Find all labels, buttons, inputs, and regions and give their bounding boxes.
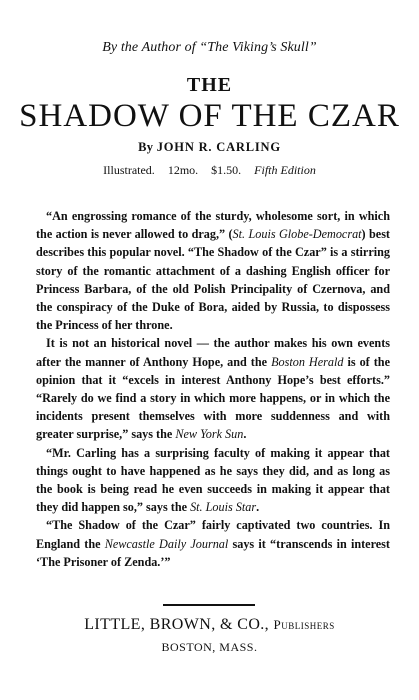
- review-text: [36, 207, 390, 571]
- publisher-label: Publishers: [273, 617, 335, 632]
- title-prefix: THE: [186, 74, 233, 96]
- paragraph-1: [36, 207, 390, 334]
- text: .: [256, 500, 260, 515]
- source-name: Newcastle Daily Journal: [104, 536, 229, 551]
- text: is of the opinion that it “excels in interest Anthony Hope’s best efforts.” “Rarely do we find a story in which more happens, or in which the incidents present themselves with more suddenness and with greater surprise,” says the: [36, 354, 390, 442]
- price-label: $1.50.: [211, 163, 242, 177]
- text: says it “transcends in interest ‘The Prisoner of Zenda.’”: [36, 536, 390, 569]
- publisher-name: LITTLE, BROWN, & CO.,: [84, 616, 270, 633]
- byline: By the Author of “The Viking’s Skull”: [102, 40, 317, 55]
- illustrated-label: Illustrated.: [103, 163, 155, 177]
- format-label: 12mo.: [167, 163, 199, 177]
- source-name: Boston Herald: [271, 354, 344, 369]
- source-name: St. Louis Globe-Democrat: [232, 227, 362, 242]
- divider-rule: [163, 604, 255, 606]
- book-details: [0, 163, 419, 178]
- publisher-line: [0, 616, 419, 634]
- paragraph-4: [36, 516, 390, 571]
- author-prefix: By: [138, 140, 154, 154]
- text: ) best describes this popular novel. “The Shadow of the Czar” is a stirring story of the romantic attachment of a dashing English officer for Princess Barbara, of the old Polish Principality of Czernova, and the conspiracy of the Duke of Bora, aided by Russia, to dispossess the Princess of her throne.: [36, 227, 390, 333]
- edition-label: Fifth Edition: [254, 163, 316, 177]
- paragraph-3: [36, 444, 390, 517]
- text: “The Shadow of the Czar” fairly captivated two countries. In England the: [36, 518, 390, 551]
- text: .: [243, 427, 247, 442]
- publisher-city: BOSTON, MASS.: [161, 640, 258, 654]
- text: It is not an historical novel — the author makes his own events after the manner of Anthony Hope, and the: [36, 336, 390, 369]
- author-name: JOHN R. CARLING: [156, 140, 281, 154]
- text: “An engrossing romance of the sturdy, wholesome sort, in which the action is never allowed to drag,” (: [36, 209, 390, 242]
- source-name: New York Sun: [175, 427, 244, 442]
- paragraph-2: [36, 334, 390, 443]
- text: “Mr. Carling has a surprising faculty of making it appear that things ought to have happened as he says they did, and as long as the book is being read he even succeeds in making it appear that they did happen so,” says the: [36, 445, 390, 515]
- source-name: St. Louis Star: [190, 500, 257, 515]
- book-title: SHADOW OF THE CZAR: [19, 98, 400, 134]
- author-line: [0, 140, 419, 155]
